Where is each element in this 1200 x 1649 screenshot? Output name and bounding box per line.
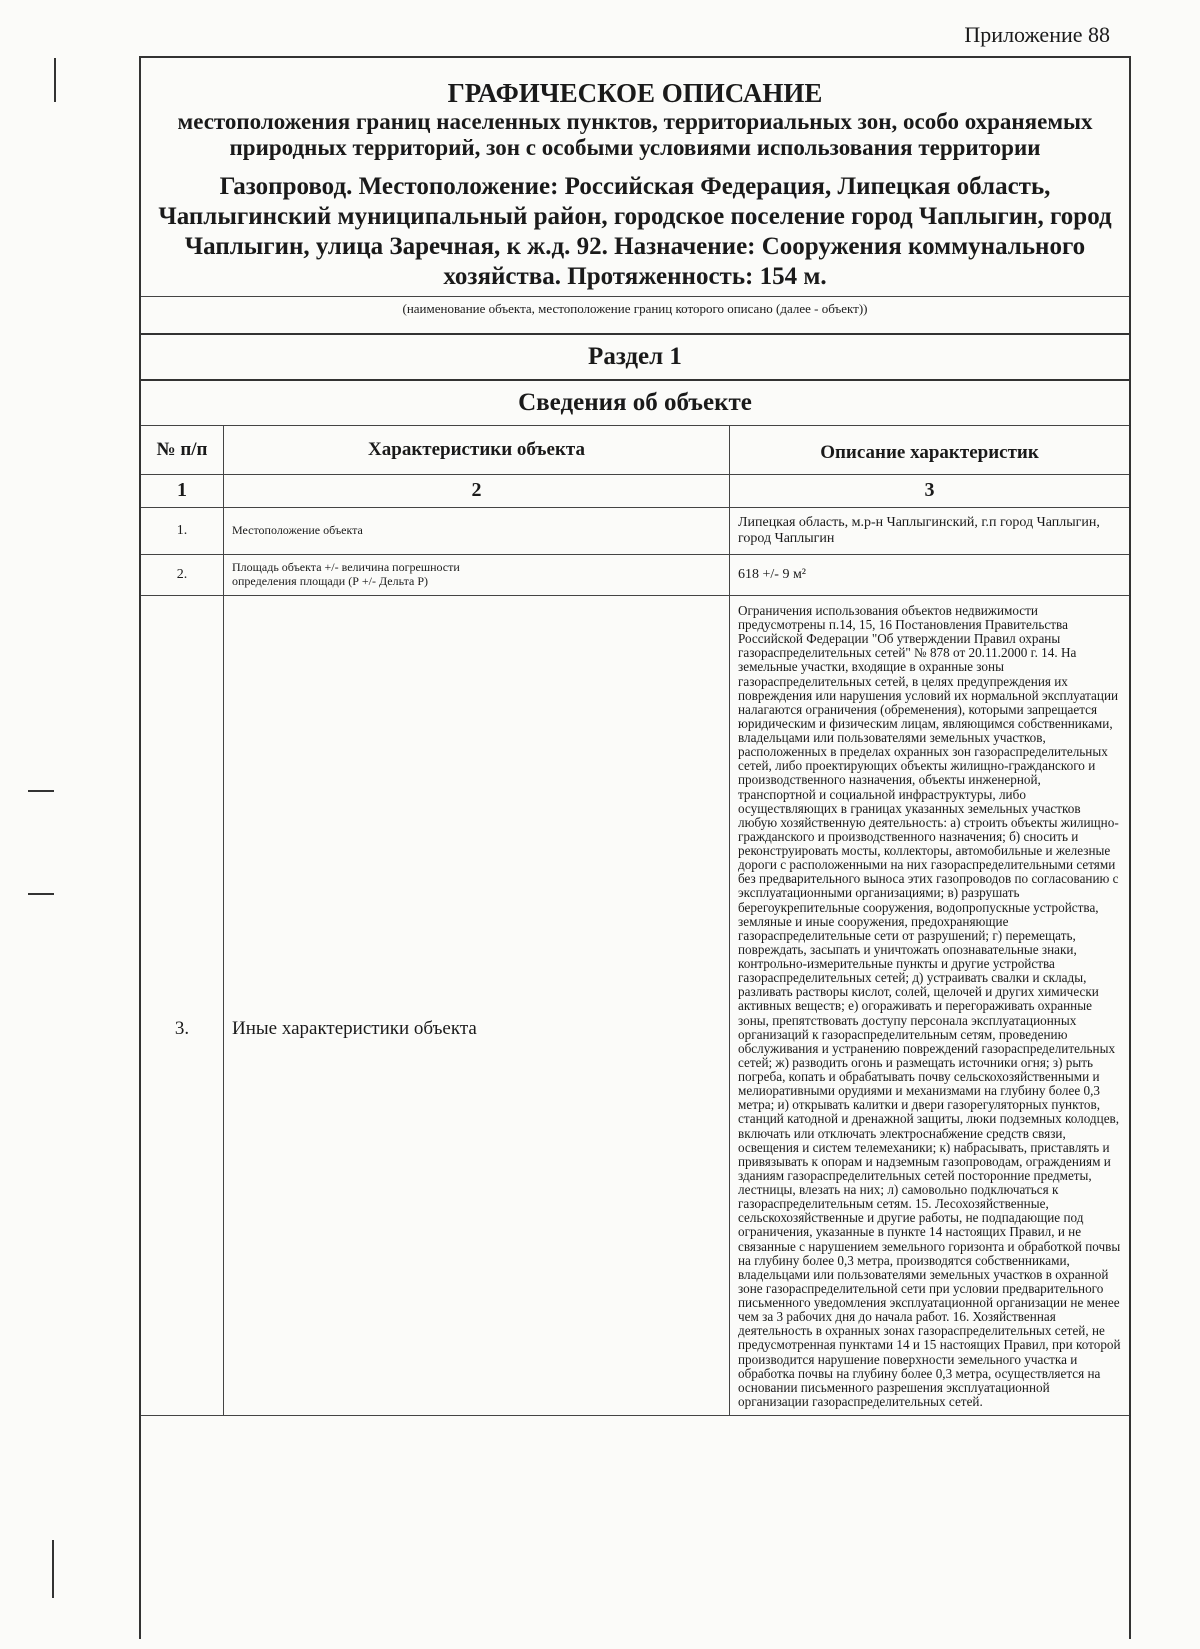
row-description: Ограничения использования объектов недвижимости предусмотрены п.14, 15, 16 Постановления Правительства Российской Федерации "Об утверждении Правил охраны газораспределительных сетей" № 878 от 20.11.2000 г. 14. На земельные участки, входящие в охранные зоны газораспределительных сетей, в целях предупреждения их повреждения или нарушения условий их нормальной эксплуатации налагаются ограничения (обременения), которыми запрещается юридическим и физическим лицам, являющимся собственниками, владельцами или пользователями земельных участков, расположенных в пределах охранных зон газораспределительных сетей, либо проектирующих объекты жилищно-гражданского и производственного назначения, объекты инженерной, транспортной и социальной инфраструктуры, либо осуществляющих в границах указанных земельных участков любую хозяйственную деятельность: а) строить объекты жилищно-гражданского и производственного назначения; б) сносить и реконструировать мосты, коллекторы, автомобильные и железные дороги с расположенными на них газораспределительными сетями без предварительного выноса этих газопроводов по согласованию с эксплуатационными организациями; в) разрушать берегоукрепительные сооружения, водопропускные устройства, земляные и иные сооружения, предохраняющие газораспределительные сети от разрушений; г) перемещать, повреждать, засыпать и уничтожать опознавательные знаки, контрольно-измерительные пункты и другие устройства газораспределительных сетей; д) устраивать свалки и склады, разливать растворы кислот, солей, щелочей и других химически активных веществ; е) огораживать и перегораживать охранные зоны, препятствовать доступу персонала эксплуатационных организаций к газораспределительным сетям, проведению обслуживания и устранению повреждений газораспределительных сетей; ж) разводить огонь и размещать источники огня; з) рыть погреба, копать и обрабатывать почву сельскохозяйственными и мелиоративными орудиями и механизмами на глубину более 0,3 метра; и) открывать калитки и двери газорегуляторных пунктов, станций катодной и дренажной защиты, люки подземных колодцев, включать или отключать электроснабжение средств связи, освещения и систем телемеханики; к) набрасывать, приставлять и привязывать к опорам и надземным газопроводам, ограждениям и зданиям газораспределительных сетей посторонние предметы, лестницы, влезать на них; л) самовольно подключаться к газораспределительным сетям. 15. Лесохозяйственные, сельскохозяйственные и другие работы, не подпадающие под ограничения, указанные в пункте 14 настоящих Правил, и не связанные с нарушением земельного горизонта и обработкой почвы на глубину более 0,3 метра, производятся собственниками, владельцами или пользователями земельных участков в охранной зоне газораспределительной сети при условии предварительного письменного уведомления эксплуатационной организации не менее чем за 3 рабочих дня до начала работ. 16. Хозяйственная деятельность в охранных зонах газораспределительных сетей, не предусмотренная пунктами 14 и 15 настоящих Правил, при которой производится нарушение поверхности земельного участка и обработка почвы на глубину более 0,3 метра, осуществляется на основании письменного разрешения эксплуатационной организации газораспределительных сетей. [730, 595, 1130, 1415]
table-row [141, 595, 1129, 1415]
column-number: 2 [224, 474, 730, 507]
object-name: Газопровод. Местоположение: Российская Федерация, Липецкая область, Чаплыгинский муниципальный район, городское поселение город Чаплыгин, город Чаплыгин, улица Заречная, к ж.д. 92. Назначение: Сооружения коммунального хозяйства. Протяженность: 154 м. [158, 172, 1112, 290]
table-row [141, 554, 1129, 595]
row-description: Липецкая область, м.р-н Чаплыгинский, г.п город Чаплыгин, город Чаплыгин [730, 507, 1130, 554]
scan-margin-mark [54, 58, 56, 102]
scan-margin-mark [52, 1540, 54, 1598]
row-characteristic: Иные характеристики объекта [224, 595, 730, 1415]
appendix-label: Приложение 88 [964, 22, 1110, 47]
row-number: 3. [141, 595, 224, 1415]
header-number: № п/п [141, 425, 224, 474]
document-frame [139, 56, 1131, 1639]
row-characteristic: Местоположение объекта [224, 507, 730, 554]
object-name-caption: (наименование объекта, местоположение границ которого описано (далее - объект)) [141, 296, 1129, 323]
subsection-title: Сведения об объекте [141, 379, 1129, 425]
table-header-row [141, 425, 1129, 474]
document-header [141, 58, 1129, 292]
section-title: Раздел 1 [141, 333, 1129, 379]
column-number: 1 [141, 474, 224, 507]
column-number: 3 [730, 474, 1130, 507]
table-row [141, 507, 1129, 554]
header-characteristic: Характеристики объекта [224, 425, 730, 474]
row-number: 2. [141, 554, 224, 595]
row-number: 1. [141, 507, 224, 554]
object-info-table [141, 425, 1129, 1416]
document-subtitle: местоположения границ населенных пунктов, территориальных зон, особо охраняемых природных территорий, зон с особыми условиями использования территории [177, 109, 1093, 161]
row-description: 618 +/- 9 м² [730, 554, 1130, 595]
document-title: ГРАФИЧЕСКОЕ ОПИСАНИЕ [447, 78, 823, 108]
row-characteristic: Площадь объекта +/- величина погрешности определения площади (Р +/- Дельта Р) [224, 554, 730, 595]
header-description: Описание характеристик [730, 425, 1130, 474]
column-number-row [141, 474, 1129, 507]
scan-margin-mark [28, 790, 54, 792]
scan-margin-mark [28, 893, 54, 895]
